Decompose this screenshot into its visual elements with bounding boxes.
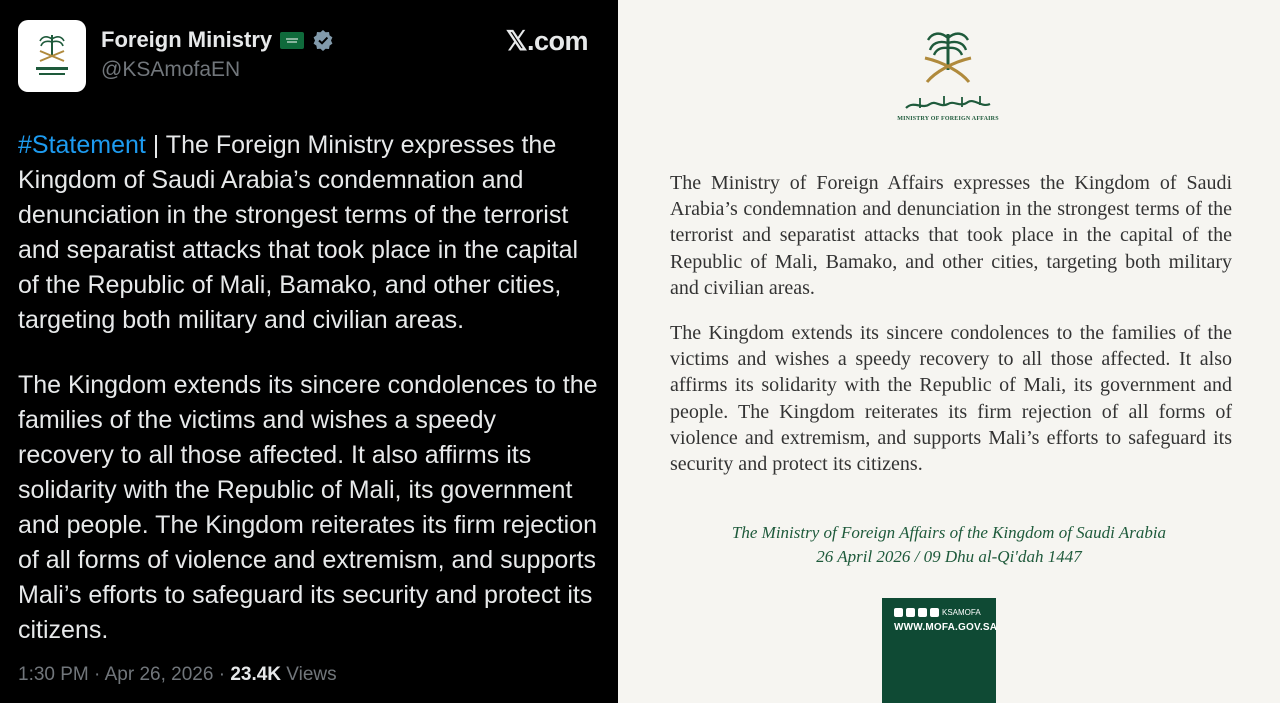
facebook-icon bbox=[906, 608, 915, 617]
youtube-icon bbox=[894, 608, 903, 617]
views-label: Views bbox=[286, 664, 337, 685]
author-handle[interactable]: @KSAmofaEN bbox=[101, 58, 241, 81]
avatar[interactable] bbox=[18, 20, 86, 92]
meta-dot: · bbox=[213, 664, 231, 685]
x-com-logo[interactable]: 𝕏.com bbox=[505, 26, 588, 56]
tweet-time[interactable]: 1:30 PM bbox=[18, 664, 89, 685]
ministry-emblem bbox=[897, 28, 999, 128]
statement-image[interactable] bbox=[618, 0, 1280, 703]
instagram-icon bbox=[918, 608, 927, 617]
verified-badge-icon bbox=[312, 29, 334, 51]
signature-line-1: The Ministry of Foreign Affairs of the Kingdom of Saudi Arabia bbox=[731, 523, 1167, 542]
hashtag-link[interactable]: #Statement bbox=[18, 131, 146, 159]
meta-dot: · bbox=[88, 664, 105, 685]
separator: | bbox=[145, 131, 166, 159]
social-handle: KSAMOFA bbox=[942, 608, 981, 617]
social-icons-row bbox=[894, 608, 981, 617]
arabic-ministry-wordmark bbox=[900, 92, 996, 114]
ministry-emblem-small-icon bbox=[30, 31, 74, 81]
tweet-paragraph-1 bbox=[18, 128, 598, 338]
saudi-flag-icon bbox=[280, 32, 304, 49]
tweet-paragraph-1-text: The Foreign Ministry expresses the Kingdom of Saudi Arabia’s condemnation and denunciation in the strongest terms of the terrorist and separatist attacks that took place in the capital of the Republic of Mali, Bamako, and other cities, targeting both military and civilian areas. bbox=[18, 131, 579, 334]
contact-box bbox=[882, 598, 996, 703]
statement-paragraph-1: The Ministry of Foreign Affairs expresses the Kingdom of Saudi Arabia’s condemnation and denunciation in the strongest terms of the terrorist and separatist attacks that took place in the capital of the Republic of Mali, Bamako, and other cities, targeting both military and civilian areas. bbox=[670, 172, 1232, 299]
website-link: WWW.MOFA.GOV.SA bbox=[894, 622, 998, 633]
author-name[interactable]: Foreign Ministry bbox=[101, 27, 273, 52]
signature-line-2: 26 April 2026 / 09 Dhu al-Qi'dah 1447 bbox=[816, 547, 1082, 566]
x-icon bbox=[930, 608, 939, 617]
tweet-paragraph-2: The Kingdom extends its sincere condolences to the families of the victims and wishes a speedy recovery to all those affected. It also affirms its solidarity with the Republic of Mali, its government and people. The Kingdom reiterates its firm rejection of all forms of violence and extremism, and supports Mali’s efforts to safeguard its security and protect its citizens. bbox=[18, 371, 598, 644]
tweet-panel bbox=[0, 0, 618, 703]
author-row bbox=[101, 27, 334, 53]
tweet-meta bbox=[18, 664, 337, 686]
tweet-text bbox=[18, 128, 598, 678]
statement-paragraph-2: The Kingdom extends its sincere condolences to the families of the victims and wishes a speedy recovery to all those affected. It also affirms its solidarity with the Republic of Mali, its government and people. The Kingdom reiterates its firm rejection of all forms of violence and extremism, and supports Mali’s efforts to safeguard its security and protect its citizens. bbox=[670, 322, 1232, 476]
ministry-caption: MINISTRY OF FOREIGN AFFAIRS bbox=[897, 116, 999, 122]
palm-and-swords-icon bbox=[913, 28, 983, 92]
views-count: 23.4K bbox=[230, 664, 282, 685]
tweet-date[interactable]: Apr 26, 2026 bbox=[104, 664, 214, 685]
